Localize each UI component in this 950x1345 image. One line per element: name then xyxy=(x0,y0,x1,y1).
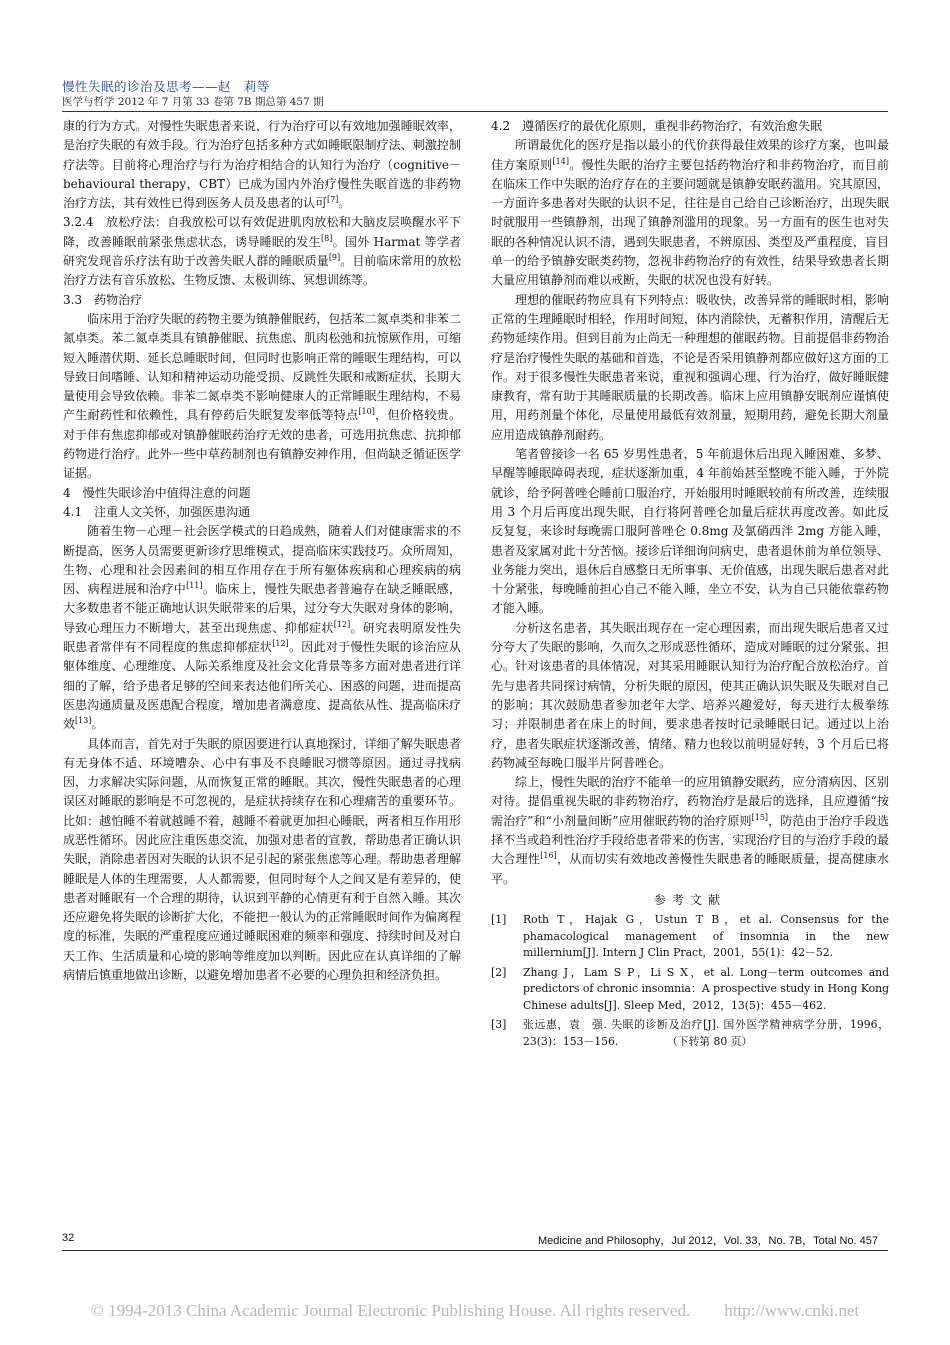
paragraph xyxy=(491,291,889,445)
reference-item xyxy=(491,1017,889,1050)
references-heading: 参考文献 xyxy=(653,892,726,907)
paragraph-text: 。因此对于慢性失眠的诊治应从躯体维度、心理维度、人际关系维度及社会文化背景等多方面对患者进行详细的了解，给予患者足够的空间来表达他们所关心、困惑的问题，进而提高医患沟通质量及医患配合程度，增加患者满意度、提高依从性、提高临床疗效 xyxy=(63,640,461,732)
right-column xyxy=(491,117,889,1053)
journal-citation-footer: Medicine and Philosophy，Jul 2012，Vol. 33，No. 7B，Total No. 457 xyxy=(538,1235,878,1247)
section-heading xyxy=(63,484,461,503)
paragraph xyxy=(63,310,461,484)
paragraph-text: 。 xyxy=(91,717,104,732)
reference-number: [3] xyxy=(491,1018,507,1032)
reference-item xyxy=(491,965,889,1015)
paragraph-text: 3.2.4 放松疗法：自我放松可以有效促进肌肉放松和大脑皮层唤醒水平下降，改善睡眠前紧张焦虑状态，诱导睡眠的发生 xyxy=(63,215,461,249)
citation-marker: [15] xyxy=(751,812,769,822)
citation-marker: [10] xyxy=(358,407,375,417)
paragraph-text: 所谓最优化的医疗是指以最小的代价获得最佳效果的诊疗方案，也叫最佳方案原则 xyxy=(491,138,889,172)
reference-text: Roth T，Hajak G，Ustun T B，et al. Consensus for the phamacological management of insomnia in the new millernium[J]. Intern J Clin Pract，2001，55(1)：42－52. xyxy=(523,913,889,960)
footer-rule xyxy=(62,1250,888,1251)
section-heading xyxy=(63,291,461,310)
reference-number: [2] xyxy=(491,965,507,979)
left-column xyxy=(63,117,461,985)
paragraph-text: 。目前临床常用的放松治疗方法有音乐放松、生物反馈、太极训练、冥想训练等。 xyxy=(63,254,461,288)
paragraph xyxy=(63,117,461,213)
reference-text: Zhang J，Lam S P，Li S X，et al. Long－term outcomes and predictors of chronic insomnia：A prospective study in Hong Kong Chinese adults[J]. Sleep Med，2012，13(5)：455－462. xyxy=(523,965,889,1012)
paragraph xyxy=(63,735,461,986)
paragraph-text: 分析这名患者，其失眠出现存在一定心理因素，而出现失眠后患者又过分夸大了失眠的影响，久而久之形成恶性循环，造成对睡眠的过分紧张、担心。针对该患者的具体情况，对其采用睡眠认知行为治疗配合放松治疗。首先与患者共同探讨病情，分析失眠的原因，使其正确认识失眠及失眠对自己的影响；其次鼓励患者参加老年大学、培养兴趣爱好，每天进行太极拳练习；并限制患者在床上的时间，要求患者按时记录睡眠日记。通过以上治疗，患者失眠症状逐渐改善，情绪、精力也较以前明显好转，3 个月后已将药物减至每晚口服半片阿普唑仑。 xyxy=(491,620,889,770)
page-number: 32 xyxy=(62,1232,75,1244)
paragraph-text: ，但价格较贵。对于伴有焦虑抑郁或对镇静催眠药治疗无效的患者，可选用抗焦虑、抗抑郁药物进行治疗。此外一些中草药制剂也有镇静安神作用，但尚缺乏循证医学证据。 xyxy=(63,408,461,481)
citation-marker: [16] xyxy=(540,851,557,861)
header-rule xyxy=(62,111,888,112)
copyright-watermark: © 1994-2013 China Academic Journal Electronic Publishing House. All rights reserved. http://www.cnki.net xyxy=(90,1301,860,1320)
paragraph-text: 理想的催眠药物应具有下列特点：吸收快，改善异常的睡眠时相，影响正常的生理睡眠时相轻，作用时间短，体内消除快，无蓄积作用，清醒后无药物延续作用。但到目前为止尚无一种理想的催眠药物。目前提倡非药物治疗是治疗慢性失眠的基础和首选，不论是否采用镇静剂都应做好这方面的工作。对于很多慢性失眠患者来说，重视和强调心理、行为治疗，做好睡眠健康教育，常有助于其睡眠质量的长期改善。临床上应用镇静安眠剂应谨慎使用，用药剂量个体化，尽量使用最低有效剂量，短期用药，避免长期大剂量应用造成镇静剂耐药。 xyxy=(491,292,889,442)
paragraph xyxy=(491,773,889,889)
paragraph-text: 4.1 注重人文关怀，加强医患沟通 xyxy=(63,504,251,519)
paragraph-text: 笔者曾接诊一名 65 岁男性患者，5 年前退休后出现入睡困难、多梦、早醒等睡眠障碍表现，症状逐渐加重，4 年前始甚至整晚不能入睡，于外院就诊，给予阿普唑仑睡前口服治疗，开始服用时睡眠较前有所改善，连续服用 3 个月后再度出现失眠，自行将阿普唑仑加量后症状再度改善。如此反反复复，来诊时每晚需口服阿普唑仑 0.8mg 及氯硝西泮 2mg 方能入睡，患者及家属对此十分苦恼。接诊后详细询问病史，患者退休前为单位领导、业务能力突出，退休后自感整日无所事事、无价值感，出现失眠后患者对此十分紧张，每晚睡前担心自己不能入睡，坐立不安，认为自己只能依靠药物才能入睡。 xyxy=(491,447,889,616)
paragraph xyxy=(63,522,461,734)
reference-text: 张远惠，袁 强. 失眠的诊断及治疗[J]. 国外医学精神病学分册，1996，23(3)：153－156. （下转第 80 页） xyxy=(523,1018,889,1048)
paragraph-text: 4 慢性失眠诊治中值得注意的问题 xyxy=(63,485,251,500)
running-title: 慢性失眠的诊治及思考——赵 莉等 xyxy=(62,79,271,94)
citation-marker: [11] xyxy=(186,581,203,591)
section-heading xyxy=(491,117,889,136)
paragraph xyxy=(491,445,889,619)
paragraph-text: 。研究表明原发性失眠患者常伴有不同程度的焦虑抑郁症状 xyxy=(63,620,461,655)
paragraph-text: 。 xyxy=(338,196,351,211)
citation-marker: [8] xyxy=(321,233,333,243)
paragraph xyxy=(63,213,461,290)
citation-marker: [12] xyxy=(333,619,351,629)
paragraph xyxy=(491,136,889,290)
paragraph-text: 4.2 遵循医疗的最优化原则，重视非药物治疗，有效治愈失眠 xyxy=(491,119,823,133)
section-heading xyxy=(63,503,461,522)
reference-item xyxy=(491,912,889,962)
paragraph-text: 。慢性失眠的治疗主要包括药物治疗和非药物治疗，而目前在临床工作中失眠的治疗存在的主要问题就是镇静安眠药滥用。究其原因，一方面许多患者对失眠的认识不足，往往是自己给自己诊断治疗，出现失眠时就服用一些镇静剂，出现了镇静剂滥用的现象。另一方面有的医生也对失眠的各种情况认识不清，遇到失眠患者，不辨原因、类型及严重程度，盲目单一的给予镇静安眠类药物，忽视非药物治疗的有效性，结果导致患者长期大量应用镇静剂而难以戒断，失眠的状况也没有好转。 xyxy=(491,157,889,288)
journal-issue-line: 医学与哲学 2012 年 7 月第 33 卷第 7B 期总第 457 期 xyxy=(62,96,324,108)
citation-marker: [14] xyxy=(552,156,569,166)
paragraph-text: 康的行为方式。对慢性失眠患者来说，行为治疗可以有效地加强睡眠效率，是治疗失眠的有效手段。行为治疗包括多种方式如睡眠限制疗法、刺激控制疗法等。目前将心理治疗与行为治疗相结合的认知行为治疗（cognitive－behavioural therapy，CBT）已成为国内外治疗慢性失眠首选的非药物治疗方法，其有效性已得到医务人员及患者的认可 xyxy=(63,119,461,211)
citation-marker: [7] xyxy=(327,195,339,205)
paragraph-text: 临床用于治疗失眠的药物主要为镇静催眠药，包括苯二氮卓类和非苯二氮卓类。苯二氮卓类具有镇静催眠、抗焦虑、肌肉松弛和抗惊厥作用，可缩短入睡潜伏期、延长总睡眠时间，但同时也影响正常的睡眠生理结构，可以导致日间嗜睡、认知和精神运动功能受损、反跳性失眠和戒断症状，长期大量使用会导致依赖。非苯二氮卓类不影响健康人的正常睡眠生理结构，不易产生耐药性和依赖性，具有停药后失眠复发率低等特点 xyxy=(63,311,461,423)
paragraph-text: 3.3 药物治疗 xyxy=(63,292,143,307)
paragraph-text: 。临床上，慢性失眠患者普遍存在缺乏睡眠感，大多数患者不能正确地认识失眠带来的后果，过分夸大失眠对身体的影响，导致心理压力不断增大，甚至出现焦虑、抑郁症状 xyxy=(63,582,461,635)
paragraph-text: ，防范由于治疗手段选择不当或趋利性治疗手段给患者带来的伤害，实现治疗目的与治疗手段的最大合理性 xyxy=(491,813,889,867)
citation-marker: [12] xyxy=(272,639,289,649)
citation-marker: [9] xyxy=(328,253,341,263)
citation-marker: [13] xyxy=(75,716,92,726)
paragraph-text: 综上，慢性失眠的治疗不能单一的应用镇静安眠药，应分清病因、区别对待。提倡重视失眠的非药物治疗，药物治疗是最后的选择，且应遵循“按需治疗”和“小剂量间断”应用催眠药物的治疗原则 xyxy=(491,775,889,828)
paragraph-text: ，从而切实有效地改善慢性失眠患者的睡眠质量，提高健康水平。 xyxy=(491,852,889,886)
paragraph-text: 随着生物－心理－社会医学模式的日趋成熟，随着人们对健康需求的不断提高，医务人员需要更新诊疗思维模式，提高临床实践技巧。众所周知，生物、心理和社会因素间的相互作用存在于所有躯体疾病和心理疾病的病因、病程进展和治疗中 xyxy=(63,524,461,597)
paragraph-text: 。国外 Harmat 等学者研究发现音乐疗法有助于改善失眠人群的睡眠质量 xyxy=(63,234,461,269)
reference-number: [1] xyxy=(491,913,507,927)
paragraph-text: 具体而言，首先对于失眠的原因要进行认真地探讨，详细了解失眠患者有无身体不适、环境嘈杂、心中有事及不良睡眠习惯等原因。通过寻找病因，力求解决实际问题，从而恢复正常的睡眠。其次，慢性失眠患者的心理误区对睡眠的影响是不可忽视的，是症状持续存在和心理痛苦的重要环节。比如：越怕睡不着就越睡不着，越睡不着就更加担心睡眠，两者相互作用形成恶性循环。因此应注重医患交流，加强对患者的宣教，帮助患者正确认识失眠，消除患者因对失眠的认识不足引起的紧张焦虑等心理。帮助患者理解睡眠是人体的生理需要，人人都需要，但同时每个人之间又是有差异的，使患者对睡眠有一个合理的期待，认识到平静的心情更有利于自然入睡。其次还应避免将失眠的诊断扩大化，不能把一般认为的正常睡眠时间作为偏离程度的标准，失眠的严重程度应通过睡眠困难的频率和强度、持续时间及对白天工作、生活质量和心境的影响等维度加以判断。因此应在认真详细的了解病情后慎重地做出诊断，以避免增加患者不必要的心理负担和经济负担。 xyxy=(63,736,461,983)
paragraph xyxy=(491,619,889,773)
